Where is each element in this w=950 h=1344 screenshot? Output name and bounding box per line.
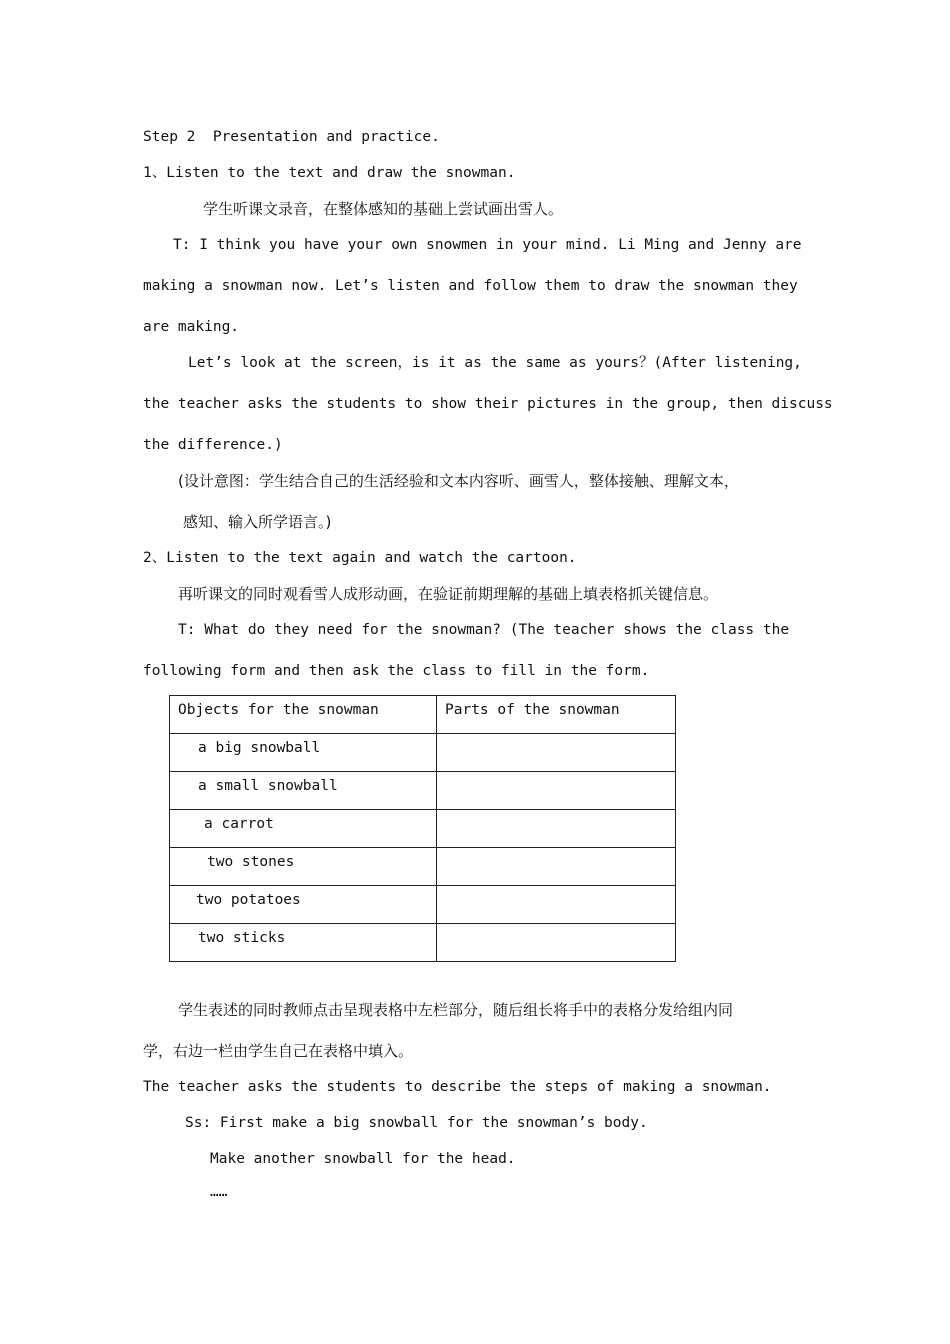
design-intent-line1: (设计意图：学生结合自己的生活经验和文本内容听、画雪人，整体接触、理解文本， <box>178 472 739 490</box>
after-form-cn-line1: 学生表述的同时教师点击呈现表格中左栏部分，随后组长将手中的表格分发给组内同 <box>178 1001 734 1019</box>
table-row <box>170 810 676 848</box>
table-cell-object: a big snowball <box>198 740 321 756</box>
section2-teacher-line2: following form and then ask the class to fill in the form. <box>143 663 650 679</box>
table-cell-object: two stones <box>207 854 295 870</box>
section2-teacher-line1: T: What do they need for the snowman? (The teacher shows the class the <box>178 622 790 638</box>
section1-teacher-line3: are making. <box>143 319 240 335</box>
table-cell-part[interactable] <box>437 924 676 962</box>
section1-cn-instruction: 学生听课文录音，在整体感知的基础上尝试画出雪人。 <box>203 200 564 218</box>
section1-screen-line2: the teacher asks the students to show their pictures in the group, then discuss <box>143 396 833 412</box>
table-header-row <box>170 696 676 734</box>
table-header-parts: Parts of the snowman <box>445 702 620 718</box>
section2-cn-instruction: 再听课文的同时观看雪人成形动画，在验证前期理解的基础上填表格抓关键信息。 <box>178 585 719 603</box>
design-intent-line2: 感知、输入所学语言。) <box>183 513 332 531</box>
snowman-form-table <box>169 695 676 962</box>
step-heading: Step 2 Presentation and practice. <box>143 129 440 145</box>
table-row <box>170 734 676 772</box>
table-cell-object: a carrot <box>204 816 274 832</box>
section1-teacher-line2: making a snowman now. Let’s listen and follow them to draw the snowman they <box>143 278 798 294</box>
table-row <box>170 924 676 962</box>
table-header-objects: Objects for the snowman <box>178 702 379 718</box>
section1-screen-line3: the difference.) <box>143 437 283 453</box>
table-cell-object: a small snowball <box>198 778 338 794</box>
ellipsis: …… <box>210 1184 228 1200</box>
describe-steps-line: The teacher asks the students to describe the steps of making a snowman. <box>143 1079 772 1095</box>
students-answer-line1: Ss: First make a big snowball for the snowman’s body. <box>185 1115 648 1131</box>
table-cell-part[interactable] <box>437 848 676 886</box>
section1-screen-line1: Let’s look at the screen，is it as the same as yours？(After listening, <box>188 355 802 371</box>
table-cell-part[interactable] <box>437 886 676 924</box>
table-cell-part[interactable] <box>437 734 676 772</box>
section1-title: 1、Listen to the text and draw the snowman. <box>143 165 516 181</box>
table-row <box>170 772 676 810</box>
table-cell-object: two potatoes <box>196 892 301 908</box>
section2-title: 2、Listen to the text again and watch the cartoon. <box>143 550 577 566</box>
table-row <box>170 848 676 886</box>
table-cell-part[interactable] <box>437 772 676 810</box>
after-form-cn-line2: 学，右边一栏由学生自己在表格中填入。 <box>143 1042 414 1060</box>
table-row <box>170 886 676 924</box>
table-cell-part[interactable] <box>437 810 676 848</box>
table-cell-object: two sticks <box>198 930 286 946</box>
section1-teacher-line1: T: I think you have your own snowmen in your mind. Li Ming and Jenny are <box>173 237 802 253</box>
students-answer-line2: Make another snowball for the head. <box>210 1151 516 1167</box>
